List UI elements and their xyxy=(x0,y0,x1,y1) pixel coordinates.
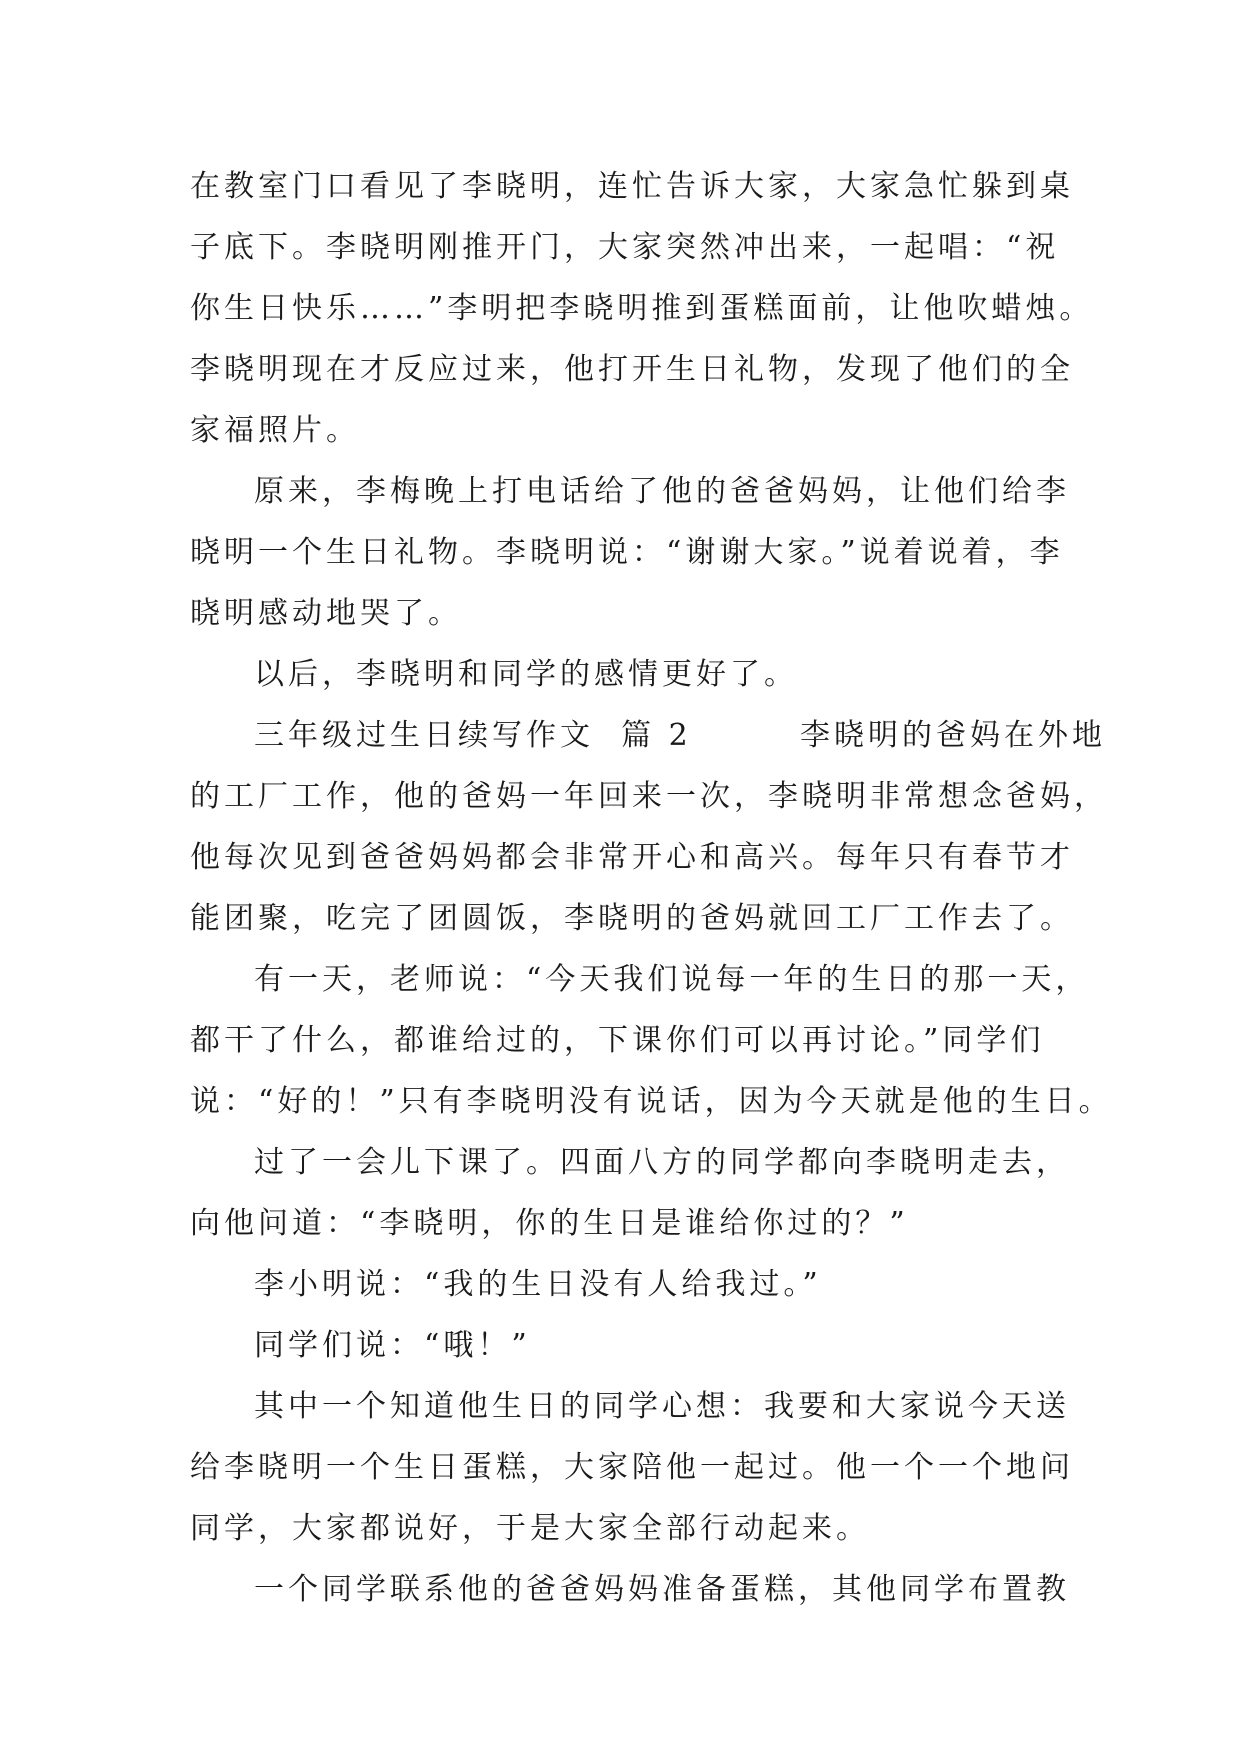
text-line: 能团聚，吃完了团圆饭，李晓明的爸妈就回工厂工作去了。 xyxy=(190,901,1074,936)
text-line: 一个同学联系他的爸爸妈妈准备蛋糕，其他同学布置教 xyxy=(254,1572,1070,1607)
text-line: 过了一会儿下课了。四面八方的同学都向李晓明走去， xyxy=(254,1145,1070,1180)
text-line: 他每次见到爸爸妈妈都会非常开心和高兴。每年只有春节才 xyxy=(190,840,1074,875)
text-line: 都干了什么，都谁给过的，下课你们可以再讨论。”同学们 xyxy=(190,1023,1045,1058)
text-line: 的工厂工作，他的爸妈一年回来一次，李晓明非常想念爸妈， xyxy=(190,779,1108,814)
text-line: 李小明说：“我的生日没有人给我过。” xyxy=(254,1267,822,1302)
text-line: 同学们说：“哦！” xyxy=(254,1328,531,1363)
text-line: 你生日快乐……”李明把李晓明推到蛋糕面前，让他吹蜡烛。 xyxy=(190,291,1094,326)
text-line: 在教室门口看见了李晓明，连忙告诉大家，大家急忙躲到桌 xyxy=(190,169,1074,204)
text-line: 同学，大家都说好，于是大家全部行动起来。 xyxy=(190,1511,870,1546)
text-line: 晓明一个生日礼物。李晓明说：“谢谢大家。”说着说着，李 xyxy=(190,535,1064,570)
text-line: 其中一个知道他生日的同学心想：我要和大家说今天送 xyxy=(254,1389,1070,1424)
text-line: 以后，李晓明和同学的感情更好了。 xyxy=(254,657,798,692)
text-line: 有一天，老师说：“今天我们说每一年的生日的那一天， xyxy=(254,962,1090,997)
section-heading-line: 三年级过生日续写作文 篇 2 李晓明的爸妈在外地 xyxy=(254,718,1106,753)
document-body xyxy=(190,156,1113,1620)
text-line: 给李晓明一个生日蛋糕，大家陪他一起过。他一个一个地问 xyxy=(190,1450,1074,1485)
text-line: 家福照片。 xyxy=(190,413,360,448)
text-line: 向他问道：“李晓明，你的生日是谁给你过的？” xyxy=(190,1206,909,1241)
text-line: 晓明感动地哭了。 xyxy=(190,596,462,631)
text-line: 子底下。李晓明刚推开门，大家突然冲出来，一起唱：“祝 xyxy=(190,230,1060,265)
text-line: 李晓明现在才反应过来，他打开生日礼物，发现了他们的全 xyxy=(190,352,1074,387)
text-line: 原来，李梅晚上打电话给了他的爸爸妈妈，让他们给李 xyxy=(254,474,1070,509)
text-line: 说：“好的！”只有李晓明没有说话，因为今天就是他的生日。 xyxy=(190,1084,1113,1119)
